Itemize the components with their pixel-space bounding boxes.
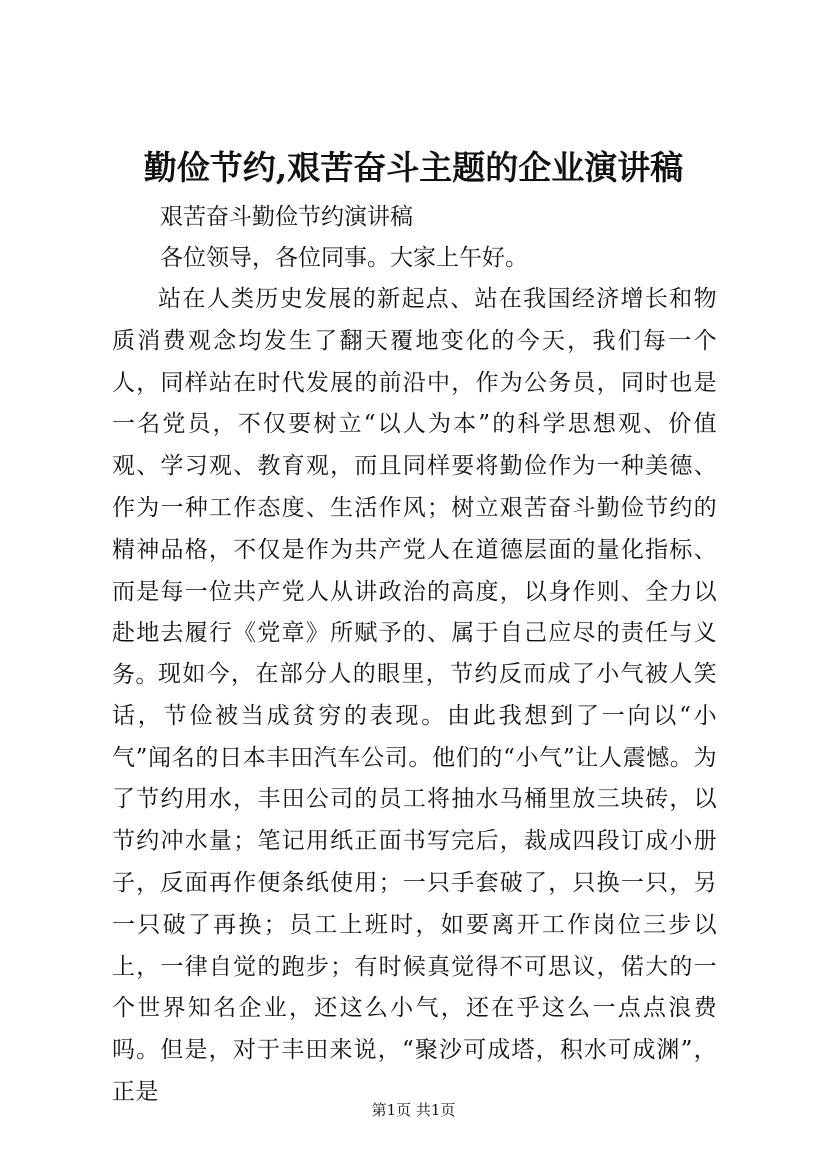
body-paragraph-2: 现如今，在部分人的眼里，节约反而成了小气被人笑话，节俭被当成贫穷的表现。由此我想到了一向以“小气”闻名的日本丰田汽车公司。他们的“小气”让人震憾。为了节约用水，丰田公司的员工将抽水马桶里放三块砖，以节约冲水量；笔记用纸正面书写完后，裁成四段订成小册子，反面再作便条纸使用；一只手套破了，只换一只，另一只破了再换；员工上班时，如要离开工作岗位三步以上，一律自觉的跑步；有时候真觉得不可思议，偌大的一个世界知名企业，还这么小气，还在乎这么一点点浪费吗。但是，对于丰田来说，“聚沙可成塔，积水可成渊”，正是	[112, 661, 717, 1105]
body-paragraph-1: 站在人类历史发展的新起点、站在我国经济增长和物质消费观念均发生了翻天覆地变化的今天，我们每一个人，同样站在时代发展的前沿中，作为公务员，同时也是一名党员，不仅要树立“以人为本”的科学思想观、价值观、学习观、教育观，而且同样要将勤俭作为一种美德、作为一种工作态度、生活作风；树立艰苦奋斗勤俭节约的精神品格，不仅是作为共产党人在道德层面的量化指标、而是每一位共产党人从讲政治的高度，以身作则、全力以赴地去履行《党章》所赋予的、属于自己应尽的责任与义务。	[112, 286, 717, 689]
greeting-line: 各位领导，各位同事。大家上午好。	[160, 245, 528, 271]
document-title: 勤俭节约,艰苦奋斗主题的企业演讲稿	[143, 148, 684, 187]
document-subtitle: 艰苦奋斗勤俭节约演讲稿	[160, 204, 413, 230]
page-footer: 第1页 共1页	[371, 1101, 456, 1119]
